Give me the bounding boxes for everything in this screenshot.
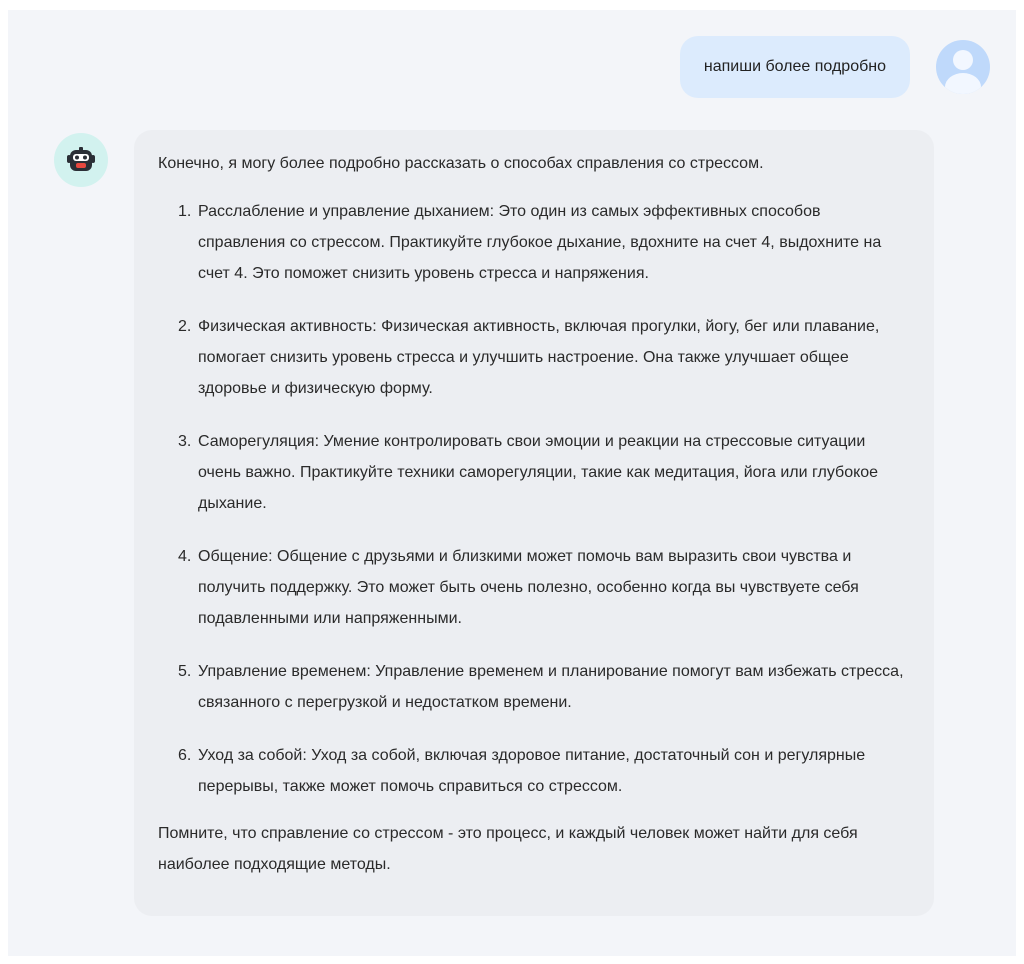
list-item-text: Общение: Общение с друзьями и близкими может помочь вам выразить свои чувства и получить поддержку. Это может быть очень полезно, особенно когда вы чувствуете себя подавленными или напряженными. — [198, 548, 859, 627]
chat-window — [8, 10, 1016, 956]
user-avatar-icon — [936, 40, 990, 94]
list-item-text: Управление временем: Управление временем и планирование помогут вам избежать стресса, связанного с перегрузкой и недостатком времени. — [198, 663, 904, 711]
list-item-text: Уход за собой: Уход за собой, включая здоровое питание, достаточный сон и регулярные перерывы, также может помочь справиться со стрессом. — [198, 747, 866, 795]
list-item-text: Физическая активность: Физическая активность, включая прогулки, йогу, бег или плавание, помогает снизить уровень стресса и улучшить настроение. Она также улучшает общее здоровье и физическую форму. — [198, 318, 880, 397]
user-message-bubble — [680, 36, 910, 98]
robot-face-icon — [54, 133, 108, 187]
list-item-number: 1. — [178, 203, 192, 220]
list-item — [158, 541, 910, 634]
list-item-number: 4. — [178, 548, 192, 565]
assistant-intro: Конечно, я могу более подробно рассказать о способах справления со стрессом. — [158, 155, 764, 172]
list-item-number: 2. — [178, 318, 192, 335]
list-item — [158, 196, 910, 289]
user-message-row — [680, 36, 990, 98]
list-item-number: 3. — [178, 433, 192, 450]
list-item — [158, 426, 910, 519]
assistant-message-bubble — [134, 130, 934, 916]
list-item-text: Расслабление и управление дыханием: Это один из самых эффективных способов справления со стрессом. Практикуйте глубокое дыхание, вдохните на счет 4, выдохните на счет 4. Это поможет снизить уровень стресса и напряжения. — [198, 203, 882, 282]
list-item-text: Саморегуляция: Умение контролировать свои эмоции и реакции на стрессовые ситуации очень важно. Практикуйте техники саморегуляции, такие как медитация, йога или глубокое дыхание. — [198, 433, 879, 512]
list-item — [158, 311, 910, 404]
user-message-text: напиши более подробно — [703, 58, 886, 75]
assistant-points-list — [158, 196, 910, 802]
list-item-number: 5. — [178, 663, 192, 680]
list-item — [158, 740, 910, 802]
list-item-number: 6. — [178, 747, 192, 764]
list-item — [158, 656, 910, 718]
assistant-outro: Помните, что справление со стрессом - это процесс, и каждый человек может найти для себя наиболее подходящие методы. — [158, 825, 858, 873]
